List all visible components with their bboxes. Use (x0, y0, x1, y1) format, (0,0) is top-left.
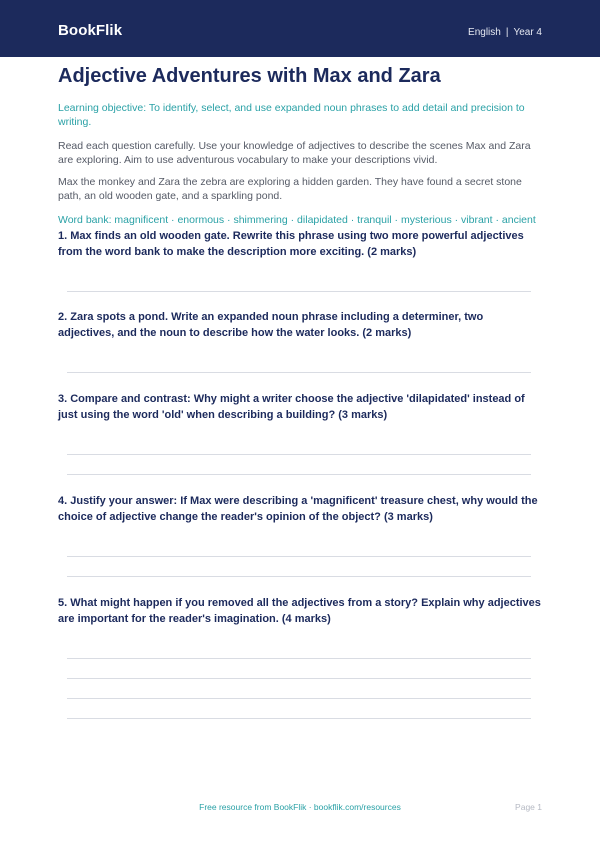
answer-line[interactable] (67, 698, 531, 699)
meta-separator: | (505, 27, 509, 38)
footer-credit[interactable]: Free resource from BookFlik · bookflik.com/resources (199, 802, 401, 812)
question-5 (58, 595, 542, 627)
instructions-text: Read each question carefully. Use your knowledge of adjectives to describe the scenes Max and Zara are exploring. Aim to use adventurous vocabulary to make your descriptions vivid. (58, 140, 531, 166)
answer-line[interactable] (67, 474, 531, 475)
page-number: Page 1 (515, 802, 542, 812)
page-header (0, 0, 600, 57)
question-text: 5. What might happen if you removed all the adjectives from a story? Explain why adjectives are important for the reader's imagination. (4 marks) (58, 597, 541, 625)
answer-line[interactable] (67, 454, 531, 455)
question-1 (58, 228, 542, 260)
question-text: 1. Max finds an old wooden gate. Rewrite this phrase using two more powerful adjectives from the word bank to make the description more exciting. (2 marks) (58, 230, 524, 258)
word-bank: Word bank: magnificent · enormous · shimmering · dilapidated · tranquil · mysterious · vibrant · ancient (58, 214, 536, 226)
brand-logo: BookFlik (58, 22, 123, 39)
question-text: 2. Zara spots a pond. Write an expanded noun phrase including a determiner, two adjectives, and the noun to describe how the water looks. (2 marks) (58, 311, 484, 339)
answer-line[interactable] (67, 576, 531, 577)
answer-line[interactable] (67, 556, 531, 557)
worksheet-intro (58, 62, 542, 227)
subject-year-label (468, 27, 542, 38)
answer-line[interactable] (67, 718, 531, 719)
answer-line[interactable] (67, 291, 531, 292)
question-text: 4. Justify your answer: If Max were describing a 'magnificent' treasure chest, why would the choice of adjective change the reader's opinion of the object? (3 marks) (58, 495, 538, 523)
scenario-text: Max the monkey and Zara the zebra are exploring a hidden garden. They have found a secret stone path, an old wooden gate, and a sparkling pond. (58, 176, 522, 202)
year-label: Year 4 (513, 27, 542, 38)
question-3 (58, 391, 542, 423)
question-4 (58, 493, 542, 525)
answer-line[interactable] (67, 372, 531, 373)
learning-objective: Learning objective: To identify, select, and use expanded noun phrases to add detail and precision to writing. (58, 102, 525, 128)
answer-line[interactable] (67, 658, 531, 659)
question-text: 3. Compare and contrast: Why might a writer choose the adjective 'dilapidated' instead of just using the word 'old' when describing a building? (3 marks) (58, 393, 525, 421)
subject-label: English (468, 27, 501, 38)
page-title: Adjective Adventures with Max and Zara (58, 65, 441, 87)
question-2 (58, 309, 542, 341)
answer-line[interactable] (67, 678, 531, 679)
